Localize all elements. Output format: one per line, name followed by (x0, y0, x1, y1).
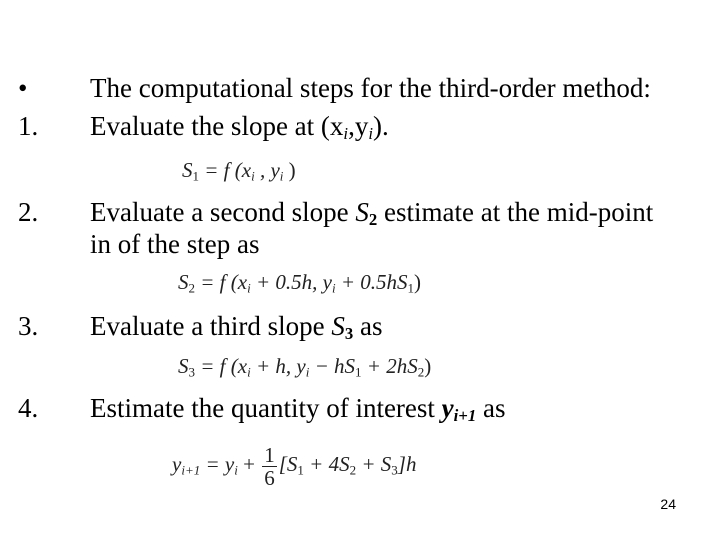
step-2-marker: 2. (18, 197, 39, 227)
intro-text: The computational steps for the third-order method: (90, 73, 651, 103)
step-2-text: Evaluate a second slope $S_2$ estimate at the mid-point (90, 197, 654, 230)
step-1-marker: 1. (18, 111, 39, 141)
bullet-marker: • (18, 73, 28, 103)
equation-4: $y_{i+1} = y_i$ + $\frac{1}{6}$ $[S_1 + 4S_2 + S_3]h$ (172, 442, 417, 490)
equation-2: $S_2 = f$ ($x_i + 0.5h$, $y_i + 0.5hS_1$) (178, 270, 422, 296)
step-3-marker: 3. (18, 311, 39, 341)
equation-3: $S_3 = f$ ($x_i + h$, $y_i - hS_1 + 2hS_2$) (178, 354, 432, 380)
step-3-text: Evaluate a third slope $S_3$ as (90, 311, 383, 344)
step-1-text: Evaluate the slope at $(x_i,y_i)$. (90, 111, 389, 144)
equation-1: $S_1 = f$ ($x_i$ , $y_i$ ) (182, 158, 296, 184)
page-number: 24 (660, 496, 676, 512)
step-4-marker: 4. (18, 393, 39, 423)
step-2-line2: in of the step as (90, 229, 260, 259)
step-4-text: Estimate the quantity of interest $y_{i+1}$ as (90, 393, 506, 426)
one-sixth-fraction: $\frac{1}{6}$ (264, 442, 275, 490)
